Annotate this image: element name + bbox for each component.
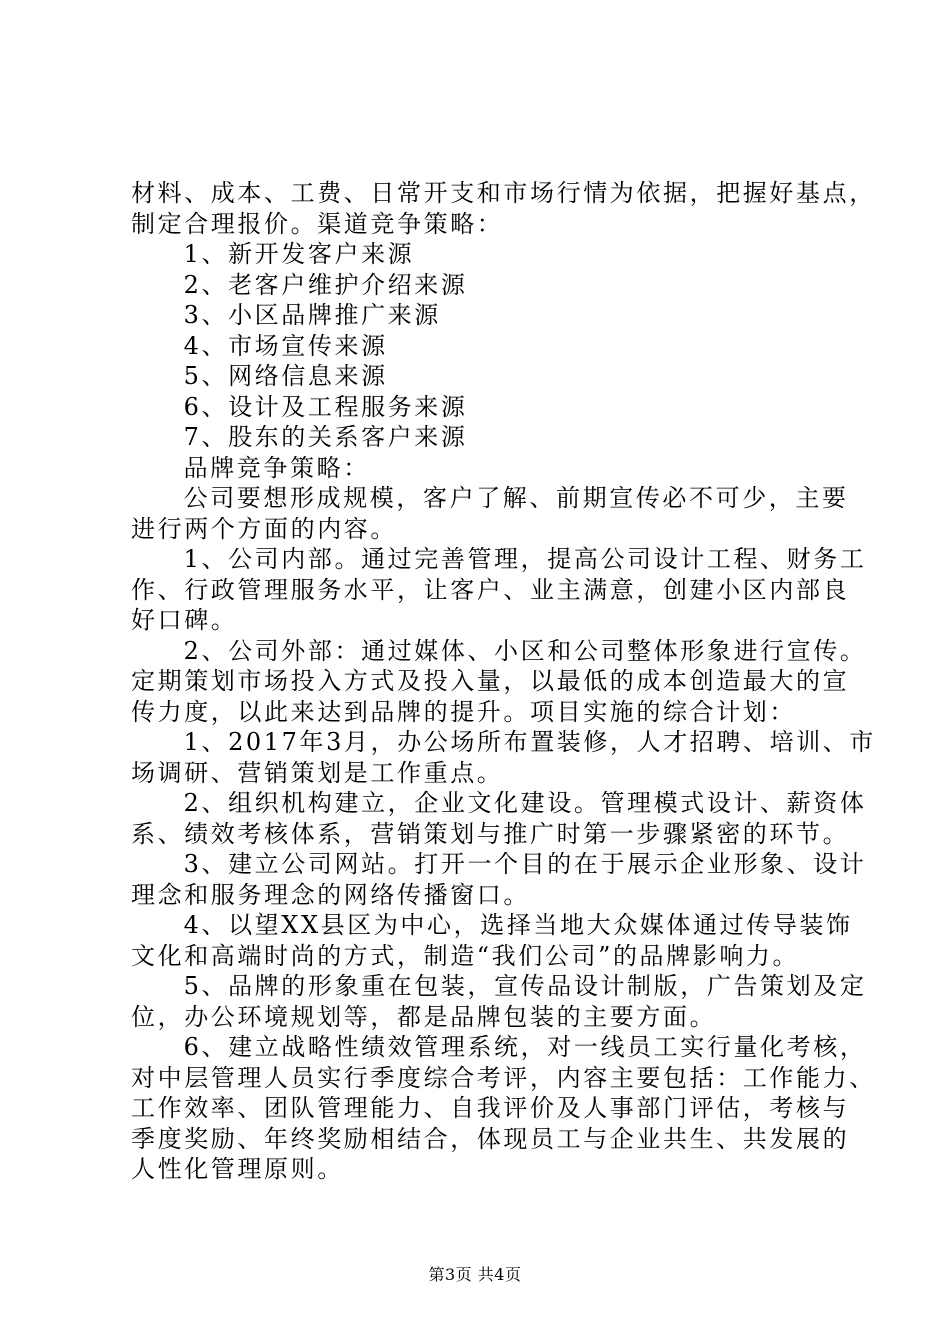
document-line: 进行两个方面的内容。 xyxy=(131,514,397,543)
document-line: 传力度，以此来达到品牌的提升。项目实施的综合计划： xyxy=(131,697,796,726)
document-line: 3、建立公司网站。打开一个目的在于展示企业形象、设计 xyxy=(183,850,867,878)
document-line: 1、新开发客户来源 xyxy=(183,240,415,268)
document-line: 1、2017年3月，办公场所布置装修，人才招聘、培训、市 xyxy=(183,728,877,756)
document-line: 2、老客户维护介绍来源 xyxy=(183,270,468,299)
document-line: 理念和服务理念的网络传播窗口。 xyxy=(131,880,530,909)
document-line: 1、公司内部。通过完善管理，提高公司设计工程、财务工 xyxy=(183,545,867,573)
document-line: 制定合理报价。渠道竞争策略： xyxy=(131,209,504,238)
document-line: 对中层管理人员实行季度综合考评，内容主要包括：工作能力、 xyxy=(131,1063,876,1092)
document-line: 好口碑。 xyxy=(131,606,238,634)
document-line: 定期策划市场投入方式及投入量，以最低的成本创造最大的宣 xyxy=(131,667,850,695)
document-line: 2、公司外部：通过媒体、小区和公司整体形象进行宣传。 xyxy=(183,636,867,665)
document-line: 6、建立战略性绩效管理系统，对一线员工实行量化考核， xyxy=(183,1033,867,1061)
document-body xyxy=(131,178,877,1185)
document-line: 公司要想形成规模，客户了解、前期宣传必不可少，主要 xyxy=(183,484,849,512)
document-line: 场调研、营销策划是工作重点。 xyxy=(131,758,504,787)
document-line: 6、设计及工程服务来源 xyxy=(183,392,468,421)
document-line: 7、股东的关系客户来源 xyxy=(183,423,468,451)
document-line: 3、小区品牌推广来源 xyxy=(183,301,441,329)
document-line: 系、绩效考核体系，营销策划与推广时第一步骤紧密的环节。 xyxy=(131,819,850,848)
document-line: 5、品牌的形象重在包装，宣传品设计制版，广告策划及定 xyxy=(183,972,867,1000)
document-line: 5、网络信息来源 xyxy=(183,362,388,390)
document-line: 位，办公环境规划等，都是品牌包装的主要方面。 xyxy=(131,1002,717,1031)
document-line: 文化和高端时尚的方式，制造“我们公司”的品牌影响力。 xyxy=(131,941,800,970)
page-footer: 第3页 共4页 xyxy=(428,1265,522,1284)
document-line: 工作效率、团队管理能力、自我评价及人事部门评估，考核与 xyxy=(131,1094,850,1122)
document-line: 人性化管理原则。 xyxy=(131,1155,344,1183)
document-line: 2、组织机构建立，企业文化建设。管理模式设计、薪资体 xyxy=(183,789,867,817)
document-line: 品牌竞争策略： xyxy=(183,453,370,482)
document-line: 季度奖励、年终奖励相结合，体现员工与企业共生、共发展的 xyxy=(131,1124,850,1153)
document-line: 4、市场宣传来源 xyxy=(183,331,388,360)
document-line: 作、行政管理服务水平，让客户、业主满意，创建小区内部良 xyxy=(131,575,850,604)
document-line: 4、以望XX县区为中心，选择当地大众媒体通过传导装饰 xyxy=(183,911,853,939)
document-line: 材料、成本、工费、日常开支和市场行情为依据，把握好基点， xyxy=(131,179,876,207)
